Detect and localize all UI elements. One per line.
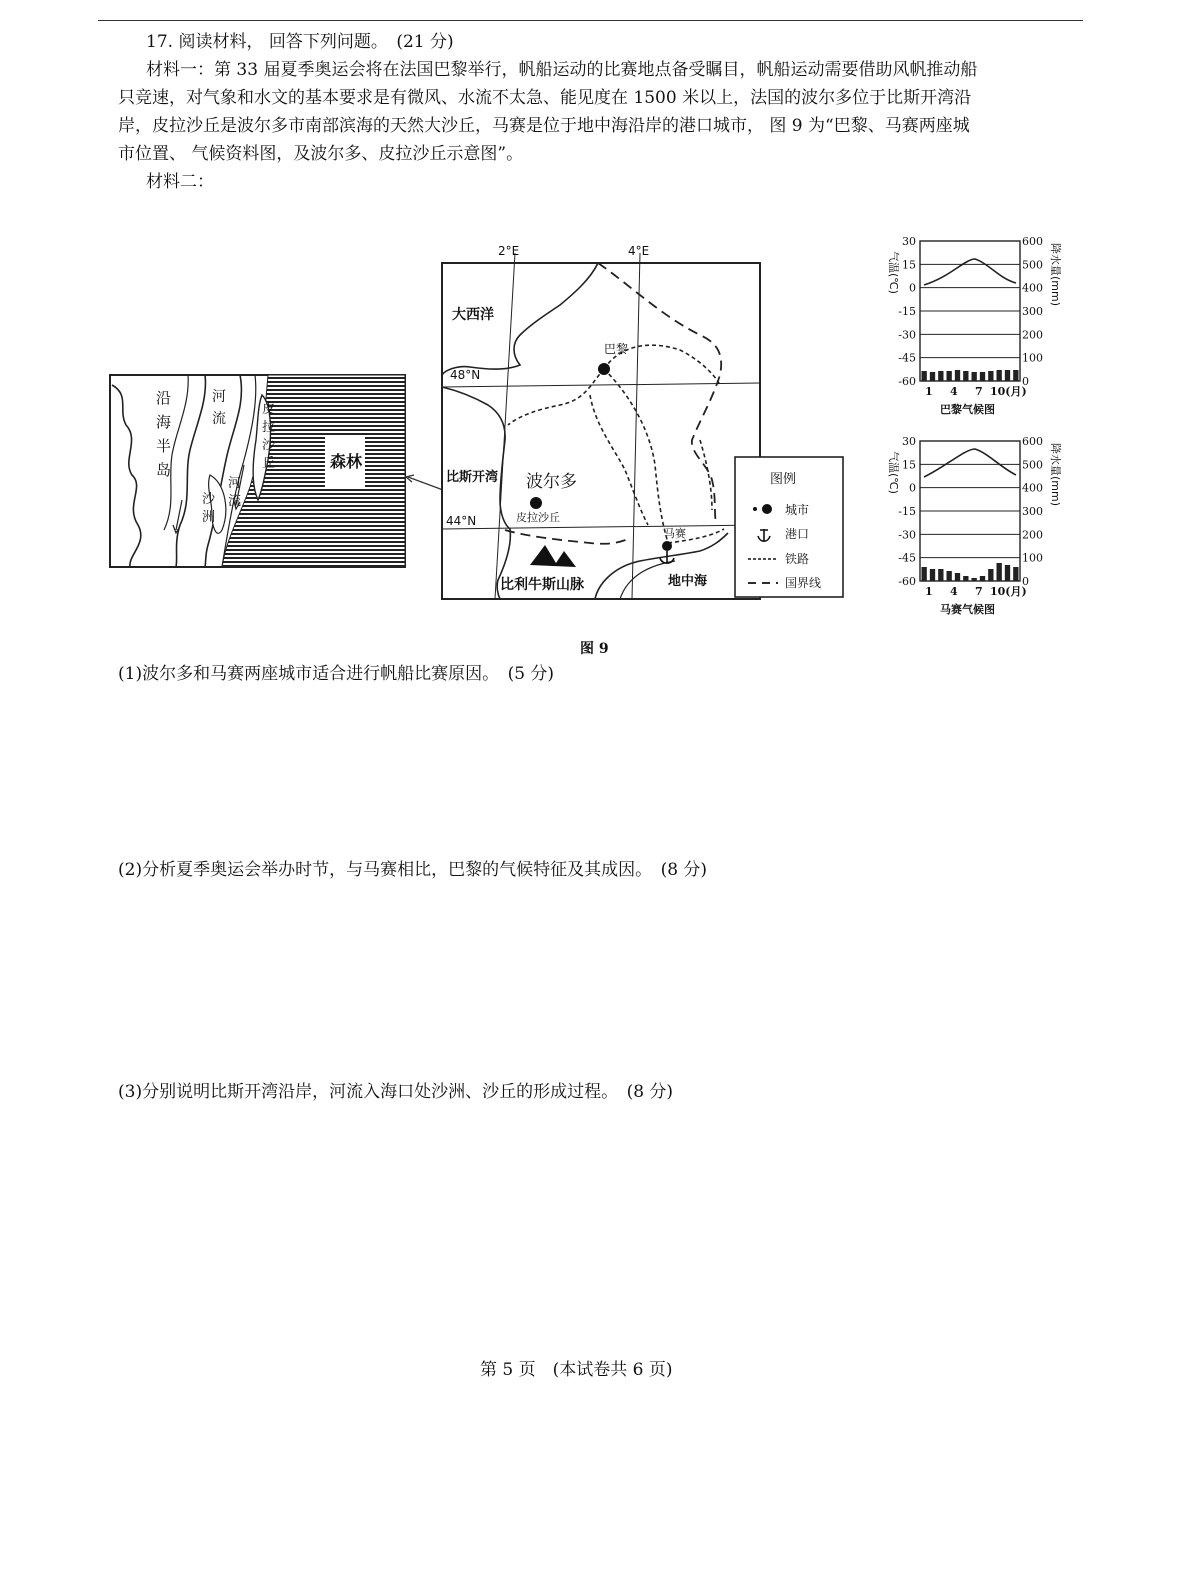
temp-axis-label: 气温(℃)	[887, 451, 900, 494]
sub-question-2: (2)分析夏季奥运会举办时节，与马赛相比，巴黎的气候特征及其成因。 (8 分)	[118, 860, 708, 880]
precip-bar	[963, 371, 968, 381]
mediterranean-label: 地中海	[668, 574, 708, 589]
inset-char: 流	[228, 494, 242, 509]
map-legend	[735, 457, 843, 597]
precip-tick: 300	[1022, 505, 1043, 518]
precip-axis-label: 降水量(mm)	[1049, 443, 1062, 507]
month-tick: 7	[975, 585, 983, 598]
lat-48n: 48°N	[450, 368, 481, 382]
precip-tick: 100	[1022, 551, 1043, 565]
inset-char: 半	[156, 437, 172, 455]
marseille-label: 马赛	[664, 527, 686, 540]
precip-tick: 0	[1022, 575, 1029, 588]
precip-bar	[997, 370, 1002, 381]
precip-bar	[997, 563, 1002, 581]
inset-char: 丘	[262, 456, 276, 471]
precip-bar	[922, 567, 927, 581]
month-tick: 4	[950, 585, 958, 598]
month-tick: 4	[950, 385, 958, 398]
precip-tick: 500	[1022, 258, 1043, 272]
inset-char: 海	[156, 413, 172, 431]
month-tick: 1	[925, 585, 933, 598]
precip-bar	[947, 371, 952, 381]
lon-4e: 4°E	[628, 244, 650, 258]
temp-tick: 15	[902, 258, 916, 272]
temp-axis-label: 气温(℃)	[887, 251, 900, 294]
temp-tick: 0	[909, 481, 916, 495]
precip-bar	[980, 372, 985, 381]
precip-bar	[963, 576, 968, 581]
precip-bar	[955, 573, 960, 581]
temp-tick: -60	[898, 375, 916, 388]
precip-tick: 400	[1022, 481, 1043, 495]
marseille-climate-chart	[887, 435, 1063, 616]
legend-title: 图例	[770, 472, 797, 487]
biscay-label: 比斯开湾	[446, 470, 499, 485]
sub-question-1: (1)波尔多和马赛两座城市适合进行帆船比赛原因。 (5 分)	[118, 664, 555, 684]
paris-city-icon	[598, 363, 610, 375]
precip-tick: 600	[1022, 435, 1043, 448]
material2-label: 材料二：	[146, 172, 214, 192]
precip-bar	[955, 370, 960, 381]
inset-char: 岛	[156, 461, 172, 479]
temp-tick: 30	[902, 235, 916, 248]
precip-bar	[988, 371, 993, 381]
inset-char: 河	[212, 389, 226, 405]
month-tick: 10(月)	[990, 385, 1027, 398]
material1-line-3: 岸，皮拉沙丘是波尔多市南部滨海的天然大沙丘，马赛是位于地中海沿岸的港口城市， 图 9 为“巴黎、马赛两座城	[118, 116, 970, 136]
top-rule	[98, 20, 1083, 21]
paris-label: 巴黎	[604, 342, 629, 356]
precip-bar	[980, 576, 985, 581]
legend-city-icon	[762, 504, 772, 514]
chart-title: 巴黎气候图	[940, 403, 995, 416]
inset-dune-diagram	[110, 375, 405, 567]
precip-bar	[930, 372, 935, 381]
precip-bar	[922, 371, 927, 381]
bordeaux-label: 波尔多	[526, 472, 577, 492]
temp-tick: -15	[898, 305, 916, 318]
precip-bar	[947, 571, 952, 581]
inset-char: 沿	[156, 389, 172, 407]
temp-tick: 0	[909, 281, 916, 295]
pilat-label: 皮拉沙丘	[516, 511, 560, 524]
temp-tick: 30	[902, 435, 916, 448]
pyrenees-label: 比利牛斯山脉	[500, 577, 584, 593]
month-tick: 1	[925, 385, 933, 398]
temp-tick: -60	[898, 575, 916, 588]
temp-tick: -45	[898, 551, 916, 565]
month-tick: 7	[975, 385, 983, 398]
temp-tick: -30	[898, 328, 916, 342]
inset-char: 沙	[262, 438, 276, 453]
inset-char: 拉	[262, 420, 276, 435]
lat-44n: 44°N	[446, 514, 477, 528]
precip-bar	[972, 372, 977, 381]
material1-line-2: 只竞速，对气象和水文的基本要求是有微风、水流不太急、能见度在 1500 米以上，法国的波尔多位于比斯开湾沿	[118, 88, 972, 108]
sub-question-3: (3)分别说明比斯开湾沿岸，河流入海口处沙洲、沙丘的形成过程。 (8 分)	[118, 1082, 674, 1102]
temp-tick: -45	[898, 351, 916, 365]
legend-border: 国界线	[785, 576, 822, 590]
legend-port: 港口	[785, 527, 810, 541]
precip-tick: 200	[1022, 528, 1043, 542]
temp-tick: -30	[898, 528, 916, 542]
figure-caption: 图 9	[580, 641, 609, 657]
precip-tick: 0	[1022, 375, 1029, 388]
inset-char: 河	[228, 476, 242, 491]
precip-tick: 500	[1022, 458, 1043, 472]
material1-line-4: 市位置、 气候资料图，及波尔多、皮拉沙丘示意图”。	[118, 144, 524, 164]
precip-bar	[988, 569, 993, 581]
paris-climate-chart	[887, 235, 1063, 416]
question-header: 17. 阅读材料， 回答下列问题。 (21 分)	[146, 32, 454, 52]
precip-axis-label: 降水量(mm)	[1049, 243, 1062, 307]
page-footer: 第 5 页 (本试卷共 6 页)	[480, 1360, 673, 1380]
precip-tick: 600	[1022, 235, 1043, 248]
precip-bar	[1013, 567, 1018, 581]
bordeaux-city-icon	[530, 497, 542, 509]
temp-tick: 15	[902, 458, 916, 472]
inset-forest-label: 森林	[330, 452, 363, 471]
inset-char: 皮	[262, 402, 276, 417]
inset-char: 流	[212, 411, 226, 427]
precip-bar	[930, 569, 935, 581]
france-map	[442, 244, 760, 599]
temp-tick: -15	[898, 505, 916, 518]
precip-bar	[938, 371, 943, 381]
chart-title: 马赛气候图	[940, 603, 995, 616]
precip-tick: 300	[1022, 305, 1043, 318]
precip-bar	[972, 578, 977, 581]
precip-tick: 200	[1022, 328, 1043, 342]
figure-9	[0, 225, 1200, 665]
precip-bar	[1005, 565, 1010, 581]
atlantic-label: 大西洋	[452, 307, 494, 323]
precip-bar	[938, 569, 943, 581]
inset-char: 沙	[202, 492, 216, 507]
precip-tick: 400	[1022, 281, 1043, 295]
month-tick: 10(月)	[990, 585, 1027, 598]
legend-city: 城市	[785, 503, 810, 517]
precip-tick: 100	[1022, 351, 1043, 365]
inset-char: 洲	[202, 510, 216, 525]
precip-bar	[1005, 370, 1010, 381]
precip-bar	[1013, 370, 1018, 381]
material1-line-1: 材料一：第 33 届夏季奥运会将在法国巴黎举行，帆船运动的比赛地点备受瞩目，帆船运动需要借助风帆推动船	[146, 60, 978, 80]
lon-2e: 2°E	[498, 244, 520, 258]
legend-railway: 铁路	[785, 552, 810, 566]
